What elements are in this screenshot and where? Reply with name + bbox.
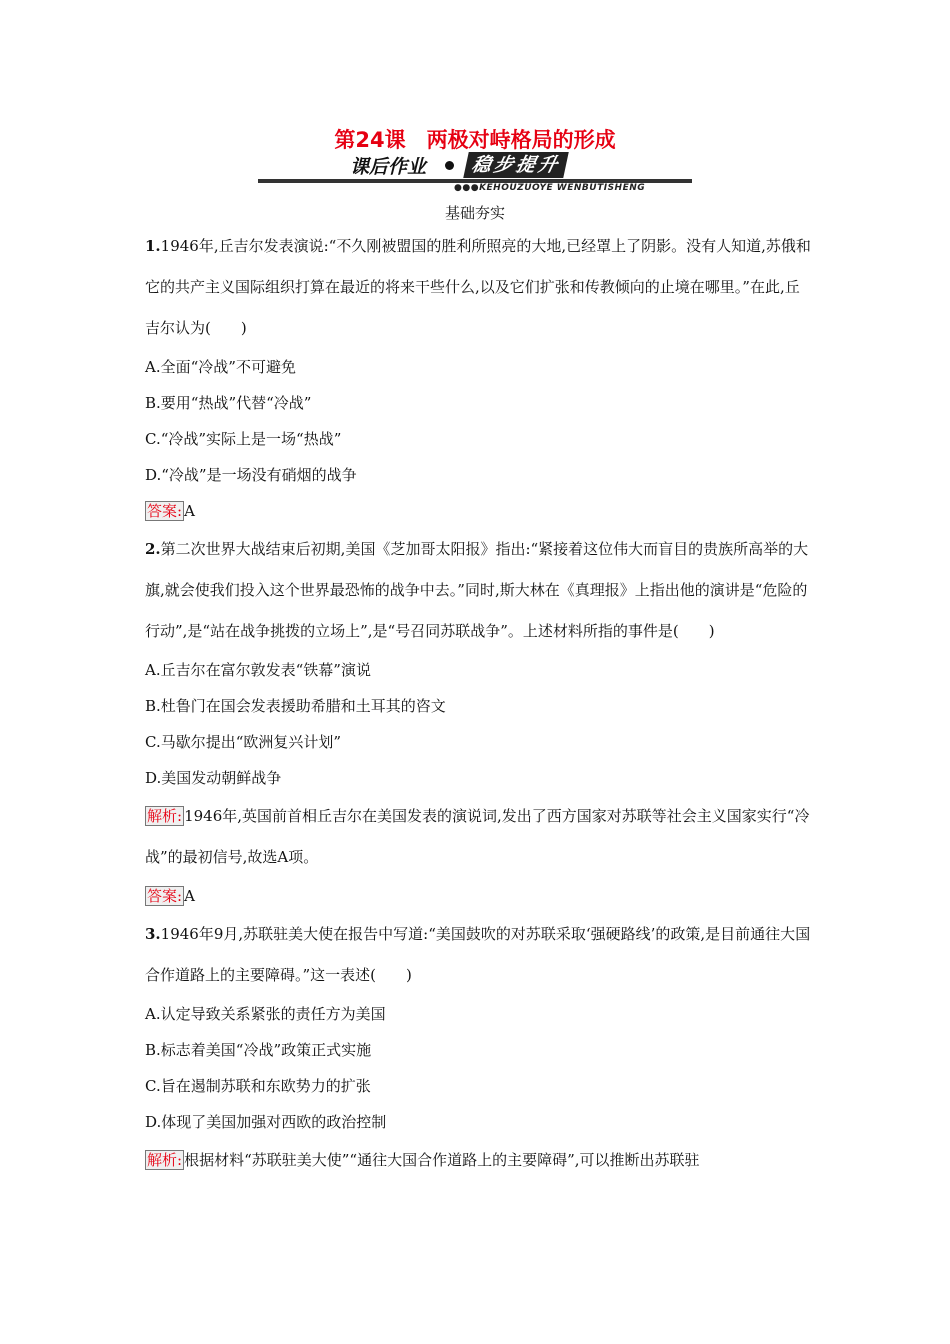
option-b: B.要用“热战”代替“冷战” <box>145 394 312 412</box>
question-stem: 3.1946年9月,苏联驻美大使在报告中写道:“美国鼓吹的对苏联采取‘强硬路线’的政策,是目前通往大国合作道路上的主要障碍。”这一表述( ) <box>145 925 811 984</box>
option-c: C.马歇尔提出“欧洲复兴计划” <box>145 733 342 751</box>
banner-right-text: 稳步提升 <box>463 152 569 178</box>
analysis-label: 解析: <box>147 1151 183 1169</box>
option-b: B.杜鲁门在国会发表援助希腊和土耳其的咨文 <box>145 697 446 715</box>
banner-left-text: 课后作业 <box>350 156 427 178</box>
option-a: A.丘吉尔在富尔敦发表“铁幕”演说 <box>145 661 371 679</box>
analysis-text: 根据材料“苏联驻美大使”“通往大国合作道路上的主要障碍”,可以推断出苏联驻 <box>184 1151 700 1169</box>
question-number: 3. <box>145 925 161 943</box>
option-d: D.“冷战”是一场没有硝烟的战争 <box>145 466 357 484</box>
option-d: D.美国发动朝鲜战争 <box>145 769 282 787</box>
analysis-line <box>145 796 813 878</box>
analysis-text: 1946年,英国前首相丘吉尔在美国发表的演说词,发出了西方国家对苏联等社会主义国家实行“冷战”的最初信号,故选A项。 <box>145 807 810 866</box>
question-list <box>145 226 813 1181</box>
question-number: 1. <box>145 237 161 255</box>
analysis-line <box>145 1140 813 1181</box>
analysis-label: 解析: <box>147 807 183 825</box>
bullet-dot-icon <box>445 161 454 170</box>
answer-value: A <box>184 502 195 520</box>
answer-line <box>145 878 813 914</box>
question-3 <box>145 914 813 1181</box>
question-2 <box>145 529 813 914</box>
option-a: A.全面“冷战”不可避免 <box>145 358 296 376</box>
question-stem: 1.1946年,丘吉尔发表演说:“不久刚被盟国的胜利所照亮的大地,已经罩上了阴影。没有人知道,苏俄和它的共产主义国际组织打算在最近的将来干些什么,以及它们扩张和传教倾向的止境在哪里。”在此,丘吉尔认为( ) <box>145 237 811 337</box>
page-title: 第24课 两极对峙格局的形成 <box>334 128 616 152</box>
answer-label: 答案: <box>147 887 183 905</box>
answer-label: 答案: <box>147 502 183 520</box>
answer-value: A <box>184 887 195 905</box>
question-number: 2. <box>145 540 161 558</box>
section-banner <box>258 152 692 198</box>
option-b: B.标志着美国“冷战”政策正式实施 <box>145 1041 372 1059</box>
section-title: 基础夯实 <box>444 204 505 222</box>
option-c: C.旨在遏制苏联和东欧势力的扩张 <box>145 1077 371 1095</box>
option-a: A.认定导致关系紧张的责任方为美国 <box>145 1005 386 1023</box>
option-c: C.“冷战”实际上是一场“热战” <box>145 430 342 448</box>
banner-subtitle: ●●●KEHOUZUOYE WENBUTISHENG <box>454 183 646 193</box>
option-d: D.体现了美国加强对西欧的政治控制 <box>145 1113 387 1131</box>
question-stem: 2.第二次世界大战结束后初期,美国《芝加哥太阳报》指出:“紧接着这位伟大而盲目的贵族所高举的大旗,就会使我们投入这个世界最恐怖的战争中去。”同时,斯大林在《真理报》上指出他的演讲是“危险的行动”,是“站在战争挑拨的立场上”,是“号召同苏联战争”。上述材料所指的事件是( ) <box>145 540 809 640</box>
answer-line <box>145 493 813 529</box>
question-1 <box>145 226 813 529</box>
